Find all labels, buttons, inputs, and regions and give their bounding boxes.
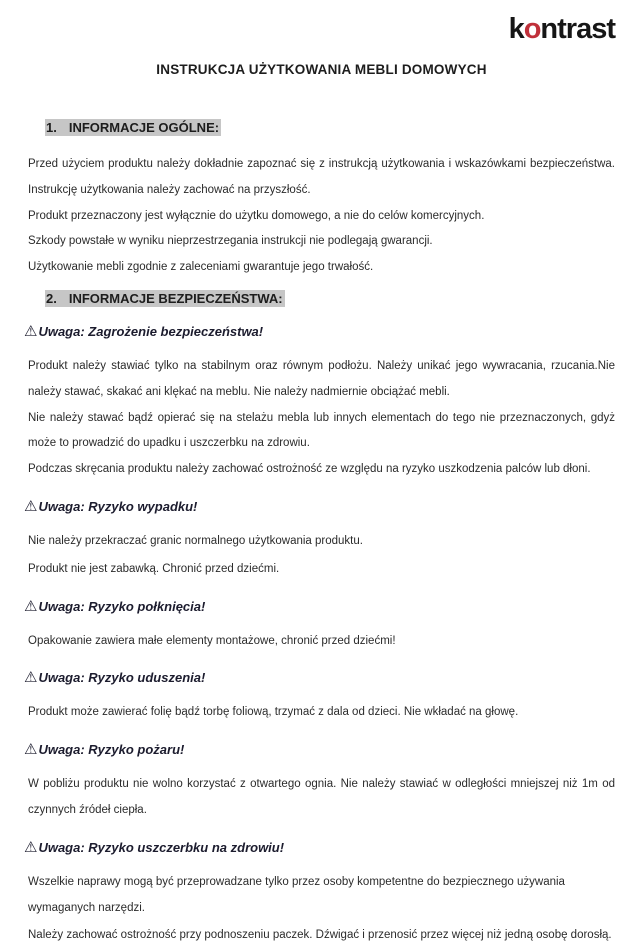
paragraph: W pobliżu produktu nie wolno korzystać z otwartego ognia. Nie należy stawiać w odległości mniejszej niż 1m od czynnych źródeł ciepła.: [28, 778, 615, 816]
logo-red-o: o: [523, 13, 541, 45]
document-header: [28, 0, 615, 52]
paragraph: Szkody powstałe w wyniku nieprzestrzegania instrukcji nie podlegają gwarancji.: [28, 235, 433, 248]
warning-label: Uwaga: Ryzyko pożaru!: [38, 742, 185, 758]
warning-heading-safety-hazard: [24, 322, 615, 341]
warning-label: Uwaga: Zagrożenie bezpieczeństwa!: [38, 323, 264, 339]
paragraph: Nie należy przekraczać granic normalnego użytkowania produktu.: [28, 534, 363, 547]
kontrast-logo: [509, 14, 615, 44]
warning-triangle-icon: ⚠: [24, 496, 38, 515]
paragraph: Produkt nie jest zabawką. Chronić przed dziećmi.: [28, 562, 280, 575]
section-2-title: INFORMACJE BEZPIECZEŃSTWA:: [68, 290, 283, 306]
paragraph: Produkt może zawierać folię bądź torbę foliową, trzymać z dala od dzieci. Nie wkładać na głowę.: [28, 706, 519, 719]
warning-label: Uwaga: Ryzyko uszczerbku na zdrowiu!: [38, 839, 285, 855]
warning-label: Uwaga: Ryzyko uduszenia!: [38, 670, 206, 686]
logo-text-pre: k: [508, 13, 524, 45]
document-title: INSTRUKCJA UŻYTKOWANIA MEBLI DOMOWYCH: [156, 62, 487, 77]
warning-heading-swallowing-risk: [24, 597, 615, 616]
paragraph: Produkt przeznaczony jest wyłącznie do użytku domowego, a nie do celów komercyjnych.: [28, 209, 485, 222]
warning-triangle-icon: ⚠: [24, 668, 38, 687]
warning-heading-accident-risk: [24, 497, 615, 516]
paragraph: Nie należy stawać bądź opierać się na stelażu mebla lub innych elementach do tego nie przeznaczonych, gdyż może to prowadzić do upadku i uszczerbku na zdrowiu.: [28, 411, 615, 450]
paragraph: Użytkowanie mebli zgodnie z zaleceniami gwarantuje jego trwałość.: [28, 261, 374, 274]
warning-triangle-icon: ⚠: [24, 740, 38, 759]
warning-heading-health-damage-risk: [24, 838, 615, 857]
warning-triangle-icon: ⚠: [24, 837, 38, 856]
paragraph: Przed użyciem produktu należy dokładnie zapoznać się z instrukcją użytkowania i wskazówkami bezpieczeństwa. Instrukcję użytkowania należy zachować na przyszłość.: [28, 158, 615, 196]
warning-label: Uwaga: Ryzyko wypadku!: [38, 498, 198, 514]
paragraph: Opakowanie zawiera małe elementy montażowe, chronić przed dziećmi!: [28, 634, 396, 647]
section-1-title: INFORMACJE OGÓLNE:: [68, 120, 220, 135]
section-2-number: 2.: [46, 290, 57, 306]
warning-label: Uwaga: Ryzyko połknięcia!: [38, 598, 206, 614]
warning-heading-suffocation-risk: [24, 668, 615, 687]
warning-heading-fire-risk: [24, 740, 615, 759]
section-1-heading: [28, 119, 615, 137]
paragraph: Podczas skręcania produktu należy zachować ostrożność ze względu na ryzyko uszkodzenia palców lub dłoni.: [28, 463, 591, 476]
paragraph: Produkt należy stawiać tylko na stabilnym oraz równym podłożu. Należy unikać jego wywracania, rzucania.Nie należy stawać, skakać ani klękać na meblu. Nie należy nadmiernie obciążać mebli.: [28, 359, 615, 398]
warning-triangle-icon: ⚠: [24, 596, 38, 615]
paragraph: Należy zachować ostrożność przy podnoszeniu paczek. Dźwigać i przenosić przez więcej niż jedną osobę dorosłą.: [28, 929, 612, 942]
section-1-number: 1.: [46, 120, 57, 135]
paragraph: Wszelkie naprawy mogą być przeprowadzane tylko przez osoby kompetentne do bezpiecznego używania wymaganych narzędzi.: [28, 875, 565, 914]
section-2-heading: [28, 290, 615, 308]
logo-text-post: ntrast: [540, 13, 615, 45]
warning-triangle-icon: ⚠: [24, 321, 38, 340]
